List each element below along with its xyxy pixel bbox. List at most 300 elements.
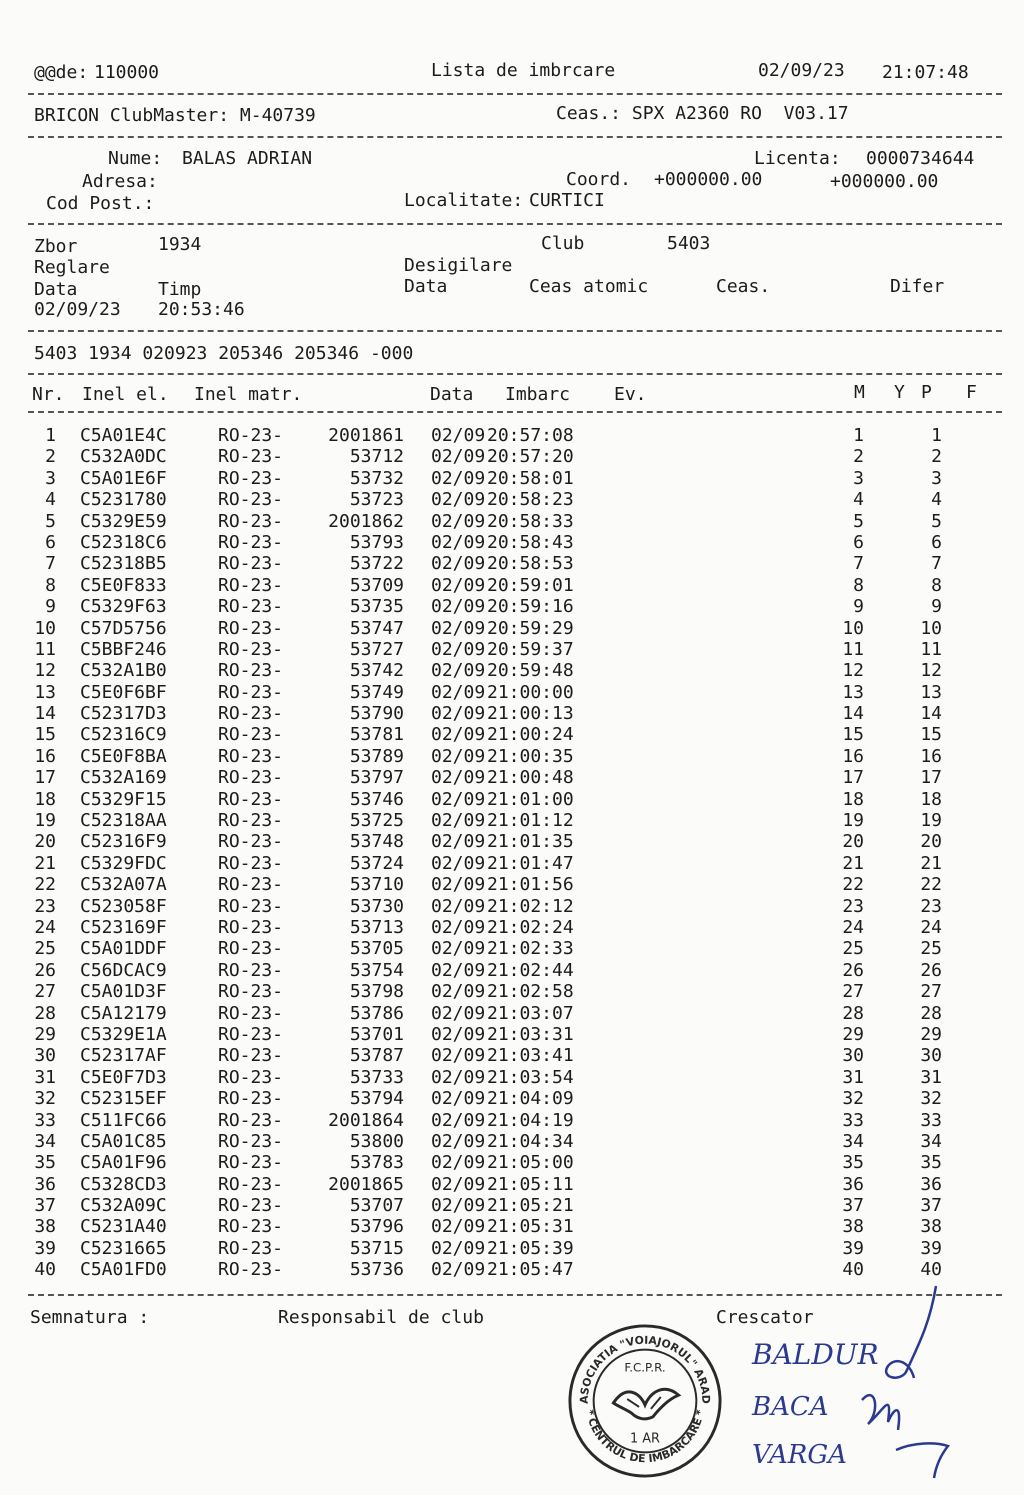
table-row <box>0 1110 1024 1131</box>
row-date: 02/09 <box>431 489 486 511</box>
table-row <box>0 1024 1024 1045</box>
col-m-value: 8 <box>853 574 864 596</box>
row-date: 02/09 <box>431 1088 486 1110</box>
table-row <box>0 874 1024 895</box>
table-row <box>0 1067 1024 1088</box>
row-time: 21:00:24 <box>487 724 574 746</box>
col-m-value: 12 <box>842 660 864 682</box>
table-row <box>0 1152 1024 1173</box>
row-date: 02/09 <box>431 916 486 938</box>
col-p-value: 14 <box>920 703 942 725</box>
col-p-value: 38 <box>920 1216 942 1238</box>
ring-prefix: RO-23- <box>218 1045 284 1067</box>
row-number: 29 <box>34 1023 56 1045</box>
ring-prefix: RO-23- <box>218 1216 284 1238</box>
row-time: 21:00:00 <box>487 681 574 703</box>
ring-prefix: RO-23- <box>218 1109 284 1131</box>
col-p-value: 8 <box>931 574 942 596</box>
table-row <box>0 618 1024 639</box>
table-row <box>0 446 1024 467</box>
ring-prefix: RO-23- <box>218 660 284 682</box>
col-m-value: 23 <box>842 895 864 917</box>
col-p-value: 33 <box>920 1109 942 1131</box>
electronic-ring: C532A169 <box>80 767 167 789</box>
ring-number: 53783 <box>349 1152 404 1174</box>
timp-label: Timp <box>158 279 202 300</box>
row-time: 21:05:00 <box>487 1152 574 1174</box>
col-m-value: 24 <box>842 916 864 938</box>
row-date: 02/09 <box>431 703 486 725</box>
row-date: 02/09 <box>431 981 486 1003</box>
col-p-value: 3 <box>931 467 942 489</box>
col-m-value: 26 <box>842 959 864 981</box>
pigeon-list <box>0 425 1024 1281</box>
col-p-value: 16 <box>920 745 942 767</box>
row-number: 5 <box>45 510 56 532</box>
ring-prefix: RO-23- <box>218 831 284 853</box>
name-label: Nume: <box>108 148 163 169</box>
row-time: 21:00:35 <box>487 745 574 767</box>
ring-prefix: RO-23- <box>218 1088 284 1110</box>
ring-prefix: RO-23- <box>218 1066 284 1088</box>
ring-number: 2001862 <box>328 510 404 532</box>
table-row <box>0 532 1024 553</box>
ring-prefix: RO-23- <box>218 1002 284 1024</box>
ring-prefix: RO-23- <box>218 724 284 746</box>
ring-number: 53705 <box>349 938 404 960</box>
postal-label: Cod Post.: <box>46 193 155 214</box>
table-row <box>0 468 1024 489</box>
row-number: 14 <box>34 703 56 725</box>
row-time: 20:57:20 <box>487 446 574 468</box>
ring-prefix: RO-23- <box>218 895 284 917</box>
electronic-ring: C5329F63 <box>80 596 167 618</box>
electronic-ring: C5A01C85 <box>80 1130 167 1152</box>
row-date: 02/09 <box>431 553 486 575</box>
col-m-value: 2 <box>853 446 864 468</box>
electronic-ring: C5A12179 <box>80 1002 167 1024</box>
electronic-ring: C532A0DC <box>80 446 167 468</box>
row-number: 17 <box>34 767 56 789</box>
code-value: 110000 <box>94 62 160 83</box>
row-number: 39 <box>34 1237 56 1259</box>
ring-number: 53715 <box>349 1237 404 1259</box>
row-number: 24 <box>34 916 56 938</box>
club-responsible-label: Responsabil de club <box>278 1307 484 1328</box>
ring-prefix: RO-23- <box>218 489 284 511</box>
table-row <box>0 1045 1024 1066</box>
ring-number: 53781 <box>349 724 404 746</box>
table-row <box>0 682 1024 703</box>
row-time: 21:03:31 <box>487 1023 574 1045</box>
row-number: 11 <box>34 638 56 660</box>
row-date: 02/09 <box>431 1216 486 1238</box>
row-time: 20:59:16 <box>487 596 574 618</box>
row-number: 19 <box>34 810 56 832</box>
ring-prefix: RO-23- <box>218 467 284 489</box>
col-m-value: 7 <box>853 553 864 575</box>
signature-label: Semnatura : <box>30 1307 150 1328</box>
table-row <box>0 789 1024 810</box>
desigilare-label: Desigilare <box>404 255 513 276</box>
row-date: 02/09 <box>431 831 486 853</box>
table-row <box>0 511 1024 532</box>
col-m-value: 1 <box>853 425 864 446</box>
electronic-ring: C532A07A <box>80 874 167 896</box>
separator <box>28 93 1002 95</box>
row-number: 13 <box>34 681 56 703</box>
row-date: 02/09 <box>431 852 486 874</box>
table-row <box>0 831 1024 852</box>
table-row <box>0 938 1024 959</box>
row-number: 12 <box>34 660 56 682</box>
electronic-ring: C5A01E4C <box>80 425 167 446</box>
ring-prefix: RO-23- <box>218 681 284 703</box>
ring-number: 53732 <box>349 467 404 489</box>
row-time: 21:01:56 <box>487 874 574 896</box>
electronic-ring: C523169F <box>80 916 167 938</box>
col-m-value: 38 <box>842 1216 864 1238</box>
electronic-ring: C523058F <box>80 895 167 917</box>
row-date: 02/09 <box>431 617 486 639</box>
electronic-ring: C5329F15 <box>80 788 167 810</box>
ring-prefix: RO-23- <box>218 852 284 874</box>
ring-prefix: RO-23- <box>218 1152 284 1174</box>
svg-text:F.C.P.R.: F.C.P.R. <box>624 1360 666 1375</box>
col-m-value: 5 <box>853 510 864 532</box>
row-date: 02/09 <box>431 660 486 682</box>
row-number: 3 <box>45 467 56 489</box>
electronic-ring: C5E0F833 <box>80 574 167 596</box>
ring-prefix: RO-23- <box>218 981 284 1003</box>
print-date: 02/09/23 <box>758 60 845 81</box>
col-m-value: 14 <box>842 703 864 725</box>
col-p-value: 21 <box>920 852 942 874</box>
table-row <box>0 489 1024 510</box>
ring-prefix: RO-23- <box>218 638 284 660</box>
reglare-label: Reglare <box>34 257 110 278</box>
row-date: 02/09 <box>431 874 486 896</box>
row-number: 6 <box>45 531 56 553</box>
col-p-value: 7 <box>931 553 942 575</box>
col-m-value: 35 <box>842 1152 864 1174</box>
col-f: F <box>966 382 977 403</box>
col-m-value: 9 <box>853 596 864 618</box>
ring-prefix: RO-23- <box>218 745 284 767</box>
coord-1: +000000.00 <box>654 169 763 190</box>
row-time: 21:05:47 <box>487 1259 574 1281</box>
col-p-value: 20 <box>920 831 942 853</box>
row-number: 36 <box>34 1173 56 1195</box>
signature-name-3: VARGA <box>752 1440 847 1470</box>
row-date: 02/09 <box>431 531 486 553</box>
row-number: 8 <box>45 574 56 596</box>
ring-prefix: RO-23- <box>218 810 284 832</box>
print-time: 21:07:48 <box>882 62 969 83</box>
electronic-ring: C5A01DDF <box>80 938 167 960</box>
col-m-value: 17 <box>842 767 864 789</box>
row-date: 02/09 <box>431 1066 486 1088</box>
table-row <box>0 1131 1024 1152</box>
ring-prefix: RO-23- <box>218 1237 284 1259</box>
row-date: 02/09 <box>431 1130 486 1152</box>
ring-number: 53793 <box>349 531 404 553</box>
ring-prefix: RO-23- <box>218 617 284 639</box>
table-row <box>0 746 1024 767</box>
ring-prefix: RO-23- <box>218 510 284 532</box>
ring-number: 53701 <box>349 1023 404 1045</box>
row-number: 15 <box>34 724 56 746</box>
col-inel-matr: Inel matr. <box>194 384 303 405</box>
electronic-ring: C5BBF246 <box>80 638 167 660</box>
row-time: 21:04:19 <box>487 1109 574 1131</box>
clock-id: Ceas.: SPX A2360 RO V03.17 <box>556 103 849 124</box>
col-m-value: 3 <box>853 467 864 489</box>
col-p-value: 23 <box>920 895 942 917</box>
license-label: Licenta: <box>754 148 841 169</box>
row-number: 33 <box>34 1109 56 1131</box>
table-row <box>0 639 1024 660</box>
table-row <box>0 917 1024 938</box>
col-m-value: 10 <box>842 617 864 639</box>
breeder-label: Crescator <box>716 1307 814 1328</box>
separator <box>28 373 1002 375</box>
col-nr: Nr. <box>32 384 65 405</box>
row-date: 02/09 <box>431 745 486 767</box>
ring-number: 2001864 <box>328 1109 404 1131</box>
col-p-value: 1 <box>931 425 942 446</box>
ring-number: 53710 <box>349 874 404 896</box>
col-p-value: 6 <box>931 531 942 553</box>
row-time: 21:02:33 <box>487 938 574 960</box>
table-row <box>0 1174 1024 1195</box>
col-m-value: 27 <box>842 981 864 1003</box>
table-row <box>0 1259 1024 1280</box>
row-date: 02/09 <box>431 1173 486 1195</box>
electronic-ring: C5E0F7D3 <box>80 1066 167 1088</box>
electronic-ring: C5A01FD0 <box>80 1259 167 1281</box>
col-p-value: 30 <box>920 1045 942 1067</box>
ring-number: 53736 <box>349 1259 404 1281</box>
electronic-ring: C52316F9 <box>80 831 167 853</box>
table-row <box>0 703 1024 724</box>
code-label: @@de: <box>34 62 89 83</box>
col-p-value: 34 <box>920 1130 942 1152</box>
electronic-ring: C5231A40 <box>80 1216 167 1238</box>
club-value: 5403 <box>667 233 711 254</box>
difer-label: Difer <box>890 276 945 297</box>
row-time: 21:03:54 <box>487 1066 574 1088</box>
electronic-ring: C5E0F8BA <box>80 745 167 767</box>
col-m-value: 22 <box>842 874 864 896</box>
svg-text:ASOCIATIA "VOIAJORUL" ARAD: ASOCIATIA "VOIAJORUL" ARAD <box>577 1333 713 1404</box>
row-date: 02/09 <box>431 959 486 981</box>
row-time: 21:05:39 <box>487 1237 574 1259</box>
ring-number: 53723 <box>349 489 404 511</box>
row-date: 02/09 <box>431 810 486 832</box>
signature-scribble-icon <box>840 1282 980 1482</box>
electronic-ring: C5A01F96 <box>80 1152 167 1174</box>
electronic-ring: C5329E59 <box>80 510 167 532</box>
row-time: 21:01:47 <box>487 852 574 874</box>
ring-number: 53786 <box>349 1002 404 1024</box>
row-number: 30 <box>34 1045 56 1067</box>
electronic-ring: C52317D3 <box>80 703 167 725</box>
col-m-value: 21 <box>842 852 864 874</box>
ring-number: 53800 <box>349 1130 404 1152</box>
locality-label: Localitate: <box>404 190 524 211</box>
ring-number: 53747 <box>349 617 404 639</box>
col-p-value: 17 <box>920 767 942 789</box>
ring-number: 53712 <box>349 446 404 468</box>
signature-name-1: BALDUR <box>752 1338 879 1371</box>
ring-number: 53754 <box>349 959 404 981</box>
table-row <box>0 767 1024 788</box>
ring-prefix: RO-23- <box>218 1259 284 1281</box>
coord-label: Coord. <box>566 169 632 190</box>
ring-prefix: RO-23- <box>218 703 284 725</box>
ring-number: 53797 <box>349 767 404 789</box>
ring-number: 53709 <box>349 574 404 596</box>
row-number: 32 <box>34 1088 56 1110</box>
ring-prefix: RO-23- <box>218 916 284 938</box>
row-date: 02/09 <box>431 1237 486 1259</box>
electronic-ring: C5A01E6F <box>80 467 167 489</box>
row-date: 02/09 <box>431 425 486 446</box>
row-time: 20:59:37 <box>487 638 574 660</box>
electronic-ring: C5329E1A <box>80 1023 167 1045</box>
row-time: 21:05:11 <box>487 1173 574 1195</box>
col-p-value: 40 <box>920 1259 942 1281</box>
table-row <box>0 1238 1024 1259</box>
data-label: Data <box>34 279 78 300</box>
col-p-value: 11 <box>920 638 942 660</box>
electronic-ring: C57D5756 <box>80 617 167 639</box>
col-p-value: 2 <box>931 446 942 468</box>
col-m-value: 32 <box>842 1088 864 1110</box>
separator <box>28 136 1002 138</box>
ring-prefix: RO-23- <box>218 531 284 553</box>
electronic-ring: C52318C6 <box>80 531 167 553</box>
col-m-value: 33 <box>842 1109 864 1131</box>
table-row <box>0 960 1024 981</box>
electronic-ring: C56DCAC9 <box>80 959 167 981</box>
row-date: 02/09 <box>431 1195 486 1217</box>
ring-prefix: RO-23- <box>218 596 284 618</box>
ring-number: 2001861 <box>328 425 404 446</box>
ring-number: 53724 <box>349 852 404 874</box>
row-time: 21:04:34 <box>487 1130 574 1152</box>
row-time: 21:05:31 <box>487 1216 574 1238</box>
row-time: 20:58:01 <box>487 467 574 489</box>
reglare-date: 02/09/23 <box>34 299 121 320</box>
row-number: 4 <box>45 489 56 511</box>
zbor-value: 1934 <box>158 234 202 255</box>
col-m-value: 29 <box>842 1023 864 1045</box>
row-number: 38 <box>34 1216 56 1238</box>
col-m-value: 36 <box>842 1173 864 1195</box>
col-m-value: 13 <box>842 681 864 703</box>
row-number: 22 <box>34 874 56 896</box>
ring-number: 53789 <box>349 745 404 767</box>
col-m-value: 6 <box>853 531 864 553</box>
association-stamp-icon <box>566 1322 724 1480</box>
ring-prefix: RO-23- <box>218 788 284 810</box>
row-number: 20 <box>34 831 56 853</box>
separator <box>28 223 1002 225</box>
col-m-value: 34 <box>842 1130 864 1152</box>
electronic-ring: C532A09C <box>80 1195 167 1217</box>
ring-prefix: RO-23- <box>218 938 284 960</box>
col-m-value: 37 <box>842 1195 864 1217</box>
col-data: Data <box>430 384 474 405</box>
col-m-value: 11 <box>842 638 864 660</box>
table-row <box>0 596 1024 617</box>
separator <box>28 411 1002 413</box>
row-date: 02/09 <box>431 638 486 660</box>
electronic-ring: C52315EF <box>80 1088 167 1110</box>
col-p-value: 13 <box>920 681 942 703</box>
row-number: 10 <box>34 617 56 639</box>
table-row <box>0 553 1024 574</box>
col-y: Y <box>894 382 905 403</box>
ring-number: 53730 <box>349 895 404 917</box>
zbor-label: Zbor <box>34 236 78 257</box>
ring-number: 53725 <box>349 810 404 832</box>
col-p-value: 19 <box>920 810 942 832</box>
ring-number: 53798 <box>349 981 404 1003</box>
col-p-value: 4 <box>931 489 942 511</box>
col-m-value: 16 <box>842 745 864 767</box>
row-date: 02/09 <box>431 1259 486 1281</box>
ring-number: 53794 <box>349 1088 404 1110</box>
row-number: 7 <box>45 553 56 575</box>
table-row <box>0 1216 1024 1237</box>
ring-prefix: RO-23- <box>218 1173 284 1195</box>
row-number: 2 <box>45 446 56 468</box>
row-time: 21:01:00 <box>487 788 574 810</box>
col-p-value: 37 <box>920 1195 942 1217</box>
electronic-ring: C52317AF <box>80 1045 167 1067</box>
col-p-value: 26 <box>920 959 942 981</box>
row-date: 02/09 <box>431 1002 486 1024</box>
row-time: 20:59:01 <box>487 574 574 596</box>
row-date: 02/09 <box>431 510 486 532</box>
table-row <box>0 853 1024 874</box>
col-p-value: 10 <box>920 617 942 639</box>
row-number: 23 <box>34 895 56 917</box>
owner-name: BALAS ADRIAN <box>182 148 313 169</box>
row-time: 20:59:29 <box>487 617 574 639</box>
row-number: 28 <box>34 1002 56 1024</box>
electronic-ring: C5231780 <box>80 489 167 511</box>
ring-number: 2001865 <box>328 1173 404 1195</box>
col-p-value: 27 <box>920 981 942 1003</box>
locality-value: CURTICI <box>529 190 605 211</box>
row-date: 02/09 <box>431 767 486 789</box>
ring-prefix: RO-23- <box>218 959 284 981</box>
electronic-ring: C5231665 <box>80 1237 167 1259</box>
ring-number: 53742 <box>349 660 404 682</box>
row-time: 20:58:53 <box>487 553 574 575</box>
row-date: 02/09 <box>431 596 486 618</box>
col-p-value: 39 <box>920 1237 942 1259</box>
table-row <box>0 1195 1024 1216</box>
ring-prefix: RO-23- <box>218 574 284 596</box>
row-time: 21:01:35 <box>487 831 574 853</box>
ring-prefix: RO-23- <box>218 1023 284 1045</box>
col-m-value: 19 <box>842 810 864 832</box>
